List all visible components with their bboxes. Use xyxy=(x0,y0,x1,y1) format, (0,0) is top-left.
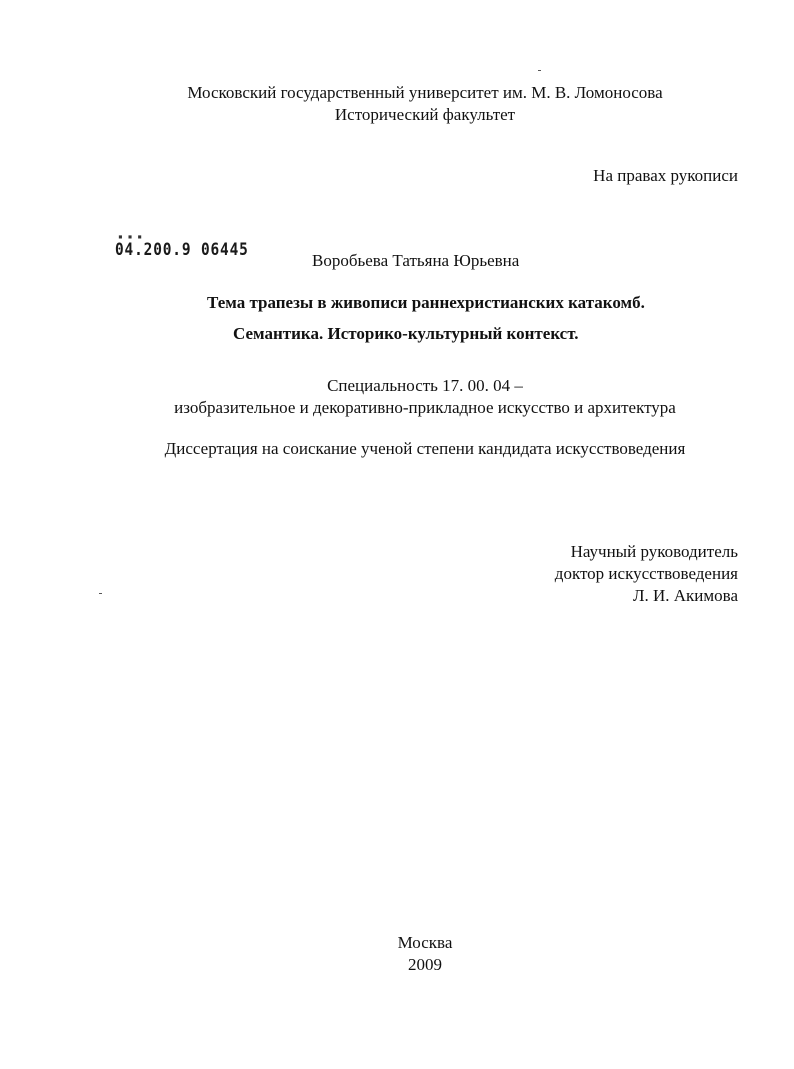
archive-stamp-marks: ▪ ▪ ▪ xyxy=(118,232,143,241)
supervisor-block xyxy=(555,541,738,607)
specialty-name: изобразительное и декоративно-прикладное искусство и архитектура xyxy=(174,398,676,417)
author-name: Воробьева Татьяна Юрьевна xyxy=(312,251,520,270)
faculty-name: Исторический факультет xyxy=(334,105,516,124)
dissertation-title-line2: Семантика. Историко-культурный контекст. xyxy=(233,324,579,343)
year: 2009 xyxy=(408,955,442,974)
specialty-code: Специальность 17. 00. 04 – xyxy=(327,376,523,395)
scan-speck xyxy=(99,593,102,594)
university-name: Московский государственный университет им. М. В. Ломоносова xyxy=(187,83,663,102)
dissertation-title-line1: Тема трапезы в живописи раннехристианских катакомб. xyxy=(207,293,645,312)
supervisor-name: Л. И. Акимова xyxy=(632,586,738,605)
city: Москва xyxy=(397,933,453,952)
supervisor-degree: доктор искусствоведения xyxy=(554,564,738,583)
archive-code: 04.200.9 06445 xyxy=(115,240,249,260)
degree-statement: Диссертация на соискание ученой степени кандидата искусствоведения xyxy=(164,439,686,458)
manuscript-note: На правах рукописи xyxy=(593,166,738,185)
scan-speck xyxy=(538,70,541,71)
supervisor-role: Научный руководитель xyxy=(570,542,738,561)
